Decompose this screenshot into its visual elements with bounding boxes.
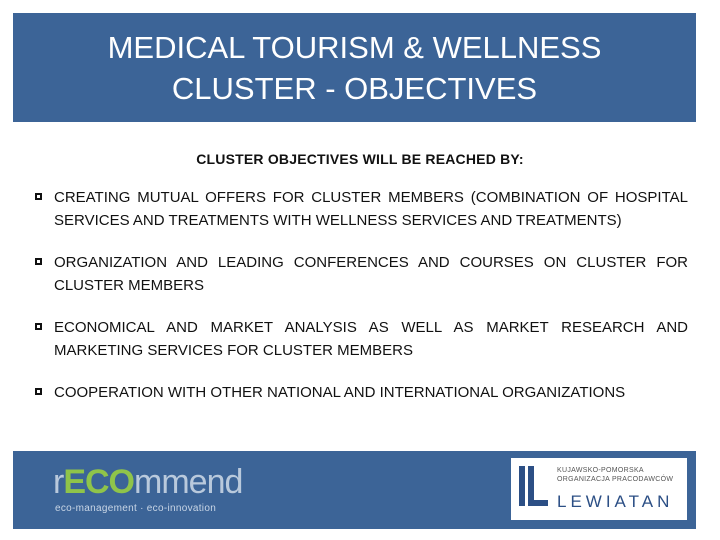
lewiatan-logo: [511, 458, 687, 520]
recommend-logo-wordmark: rECOmmend: [53, 463, 243, 501]
slide-title: MEDICAL TOURISM & WELLNESS CLUSTER - OBJECTIVES: [107, 29, 602, 106]
bullet-square-icon: [35, 193, 42, 200]
lewiatan-wordmark: LEWIATAN: [557, 492, 674, 511]
list-item-text: COOPERATION WITH OTHER NATIONAL AND INTERNATIONAL ORGANIZATIONS: [54, 384, 626, 401]
bullet-square-icon: [35, 388, 42, 395]
list-item: [35, 316, 688, 362]
recommend-logo: [53, 463, 243, 519]
bullet-square-icon: [35, 323, 42, 330]
objectives-list: [35, 186, 688, 423]
title-banner: [13, 13, 696, 122]
lewiatan-emblem-icon: [517, 464, 549, 514]
list-item-text: ECONOMICAL AND MARKET ANALYSIS AS WELL AS MARKET RESEARCH AND MARKETING SERVICES FOR CLUSTER MEMBERS: [54, 319, 688, 359]
recommend-logo-tagline: eco-management · eco-innovation: [55, 503, 217, 514]
footer-banner: [13, 451, 696, 529]
list-item: [35, 186, 688, 232]
bullet-square-icon: [35, 258, 42, 265]
list-item: [35, 381, 688, 404]
lewiatan-org-name: KUJAWSKO-POMORSKA ORGANIZACJA PRACODAWCÓW: [557, 467, 674, 483]
section-subtitle: CLUSTER OBJECTIVES WILL BE REACHED BY:: [196, 151, 524, 167]
list-item-text: ORGANIZATION AND LEADING CONFERENCES AND COURSES ON CLUSTER FOR CLUSTER MEMBERS: [54, 254, 688, 294]
list-item-text: CREATING MUTUAL OFFERS FOR CLUSTER MEMBERS (COMBINATION OF HOSPITAL SERVICES AND TREATMENTS WITH WELLNESS SERVICES AND TREATMENTS): [54, 189, 688, 229]
list-item: [35, 251, 688, 297]
